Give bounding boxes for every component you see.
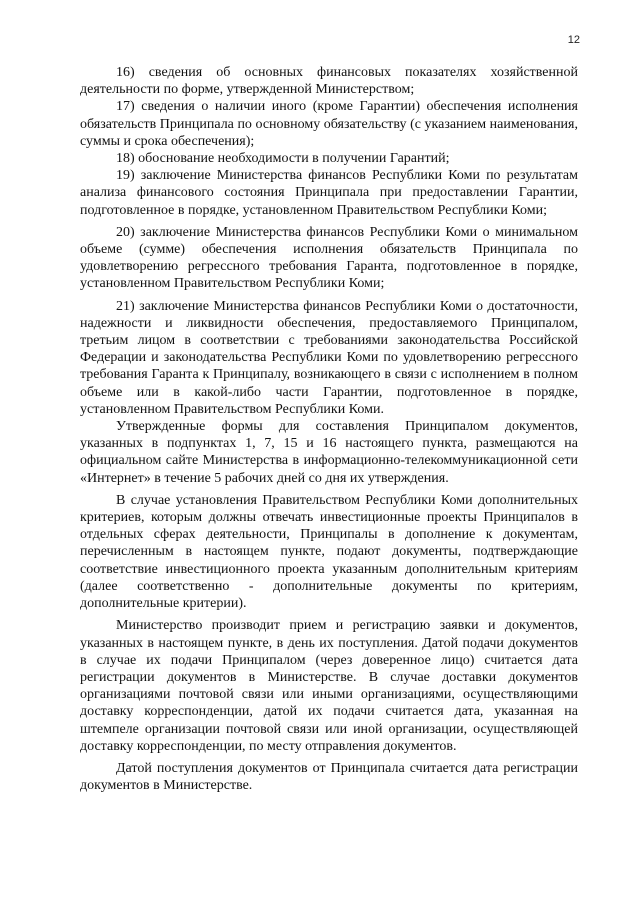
page-number: 12: [567, 34, 580, 46]
paragraph-item-21: 21) заключение Министерства финансов Республики Коми о достаточности, надежности и ликвидности обеспечения, предоставляемого Принципалом, третьим лицом в соответствии с требованиями законодательства Российской Федерации и законодательства Республики Коми по удовлетворению регрессного требования Гаранта к Принципалу, возникающего в связи с исполнением в полном объеме или в какой-либо части Гарантии, подготовленное в порядке, установленном Правительством Республики Коми.: [80, 298, 578, 417]
paragraph-item-19: 19) заключение Министерства финансов Республики Коми по результатам анализа финансового состояния Принципала при предоставлении Гарантии, подготовленное в порядке, установленном Правительством Республики Коми;: [80, 168, 578, 218]
paragraph-registration: Министерство производит прием и регистрацию заявки и документов, указанных в настоящем пункте, в день их поступления. Датой подачи документов в случае их подачи Принципалом (через доверенное лицо) считается дата регистрации документов в Министерстве. В случае доставки документов организациями почтовой связи или иными организациями, осуществляющими доставку корреспонденции, датой их подачи считается дата, указанная на штемпеле организации почтовой связи или иной организации, осуществляющей доставку корреспонденции, по месту отправления документов.: [80, 618, 578, 754]
paragraph-additional-criteria: В случае установления Правительством Республики Коми дополнительных критериев, которым должны отвечать инвестиционные проекты Принципалов в отдельных сферах деятельности, Принципалы в дополнение к документам, перечисленным в настоящем пункте, подают документы, подтверждающие соответствие инвестиционного проекта указанным дополнительным критериям (далее соответственно - дополнительные документы по критериям, дополнительные критерии).: [80, 492, 578, 612]
paragraph-item-20: 20) заключение Министерства финансов Республики Коми о минимальном объеме (сумме) обеспечения исполнения обязательств Принципала по удовлетворению регрессного требования Гаранта, подготовленное в порядке, установленном Правительством Республики Коми;: [80, 224, 578, 292]
paragraph-item-17: 17) сведения о наличии иного (кроме Гарантии) обеспечения исполнения обязательств Принципала по основному обязательству (с указанием наименования, суммы и срока обеспечения);: [80, 99, 578, 149]
paragraph-item-18: 18) обоснование необходимости в получении Гарантий;: [116, 151, 450, 167]
paragraph-item-16: 16) сведения об основных финансовых показателях хозяйственной деятельности по форме, утвержденной Министерством;: [80, 65, 578, 98]
document-body: [80, 64, 578, 794]
paragraph-receipt-date: Датой поступления документов от Принципала считается дата регистрации документов в Министерстве.: [80, 760, 578, 794]
paragraph-approved-forms: Утвержденные формы для составления Принципалом документов, указанных в подпунктах 1, 7, 15 и 16 настоящего пункта, размещаются на официальном сайте Министерства в информационно-телекоммуникационной сети «Интернет» в течение 5 рабочих дней со дня их утверждения.: [80, 419, 578, 486]
